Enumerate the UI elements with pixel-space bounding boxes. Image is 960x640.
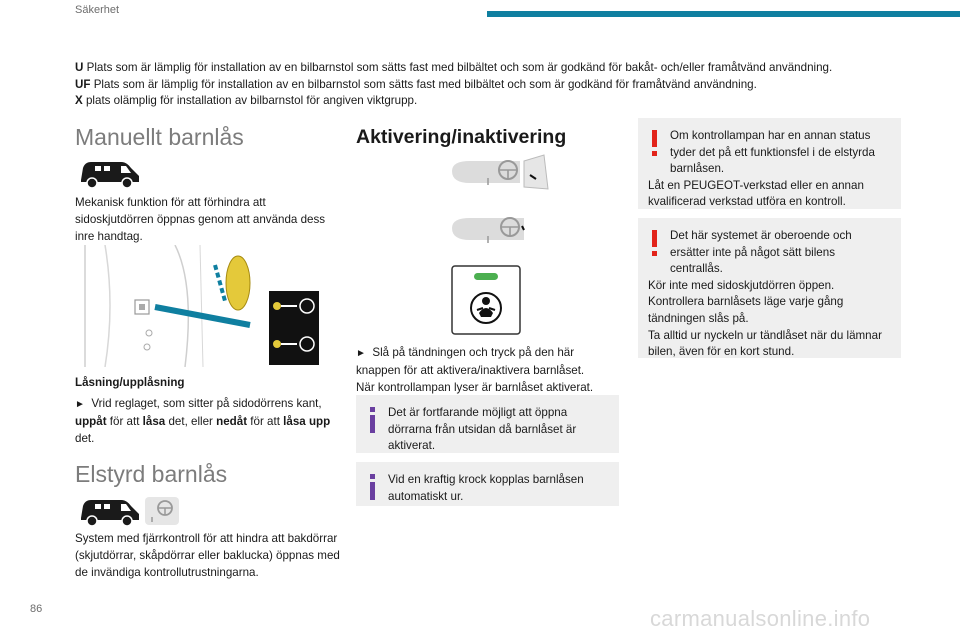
info-icon (366, 472, 380, 502)
info-note-outside-opening: Det är fortfarande möjligt att öppna dörrarna från utsidan då barnlåset är aktiverat. (356, 395, 619, 453)
warning-icon (648, 228, 662, 258)
activation-title: Aktivering/inaktivering (356, 126, 567, 148)
lock-unlock-subheading: Låsning/upplåsning (75, 376, 185, 389)
van-icon (77, 158, 141, 190)
page-number: 86 (30, 603, 43, 615)
legend-x: X plats olämplig för installation av bilbarnstol för angiven viktgrupp. (75, 94, 418, 107)
header-accent-bar (487, 11, 960, 17)
steering-wheel-icon (145, 497, 179, 525)
seat-legend (75, 60, 935, 110)
electric-lock-description: System med fjärrkontroll för att hindra att bakdörrar (skjutdörrar, skåpdörrar eller baklucka) öppnas med de invändiga kontrollutrustningarna. (75, 532, 340, 579)
door-edge-lock-illustration (75, 245, 331, 367)
legend-uf: UF Plats som är lämplig för installation av en bilbarnstol som sätts fast med bilbältet och som är godkänd för framåtvänd användning. (75, 77, 757, 91)
van-icon (77, 496, 141, 528)
manual-lock-description: Mekanisk funktion för att förhindra att sidoskjutdörren öppnas genom att använda dess inre handtag. (75, 196, 326, 243)
section-header: Säkerhet (75, 4, 120, 16)
watermark: carmanualsonline.info (650, 606, 871, 631)
warning-icon (648, 128, 662, 158)
steering-panel-icon (450, 212, 530, 248)
steering-door-icon (450, 153, 552, 193)
warning-lamp-status: Om kontrollampan har en annan status tyder det på ett funktionsfel i de elstyrda barnlåsen. Låt en PEUGEOT-verkstad eller en annan kvalificerad verkstad utföra en kontroll. (638, 118, 901, 209)
manual-lock-instruction: ► Vrid reglaget, som sitter på sidodörrens kant, uppåt för att låsa det, eller nedåt för att låsa upp det. (75, 397, 331, 445)
legend-u: U Plats som är lämplig för installation av en bilbarnstol som sätts fast med bilbältet och som är godkänd för bakåt- och/eller framåtvänd användning. (75, 61, 833, 74)
electric-child-lock-title: Elstyrd barnlås (75, 461, 228, 487)
child-lock-button[interactable] (451, 265, 521, 335)
manual-child-lock-title: Manuellt barnlås (75, 124, 244, 150)
activation-instruction: ► Slå på tändningen och tryck på den här knappen för att aktivera/inaktivera barnlåset. När kontrollampan lyser är barnlåset aktiverat. (356, 346, 594, 394)
info-note-crash: Vid en kraftig krock kopplas barnlåsen automatiskt ur. (356, 462, 619, 506)
status-lamp-icon (474, 273, 498, 280)
warning-system-independent: Det här systemet är oberoende och ersätter inte på något sätt bilens centrallås. Kör inte med sidoskjutdörren öppen. Kontrollera barnlåsets läge varje gång tändningen slås på. Ta alltid ur nyckeln ur tändlåset när du lämnar bilen, även för en kort stund. (638, 218, 901, 358)
info-icon (366, 405, 380, 435)
